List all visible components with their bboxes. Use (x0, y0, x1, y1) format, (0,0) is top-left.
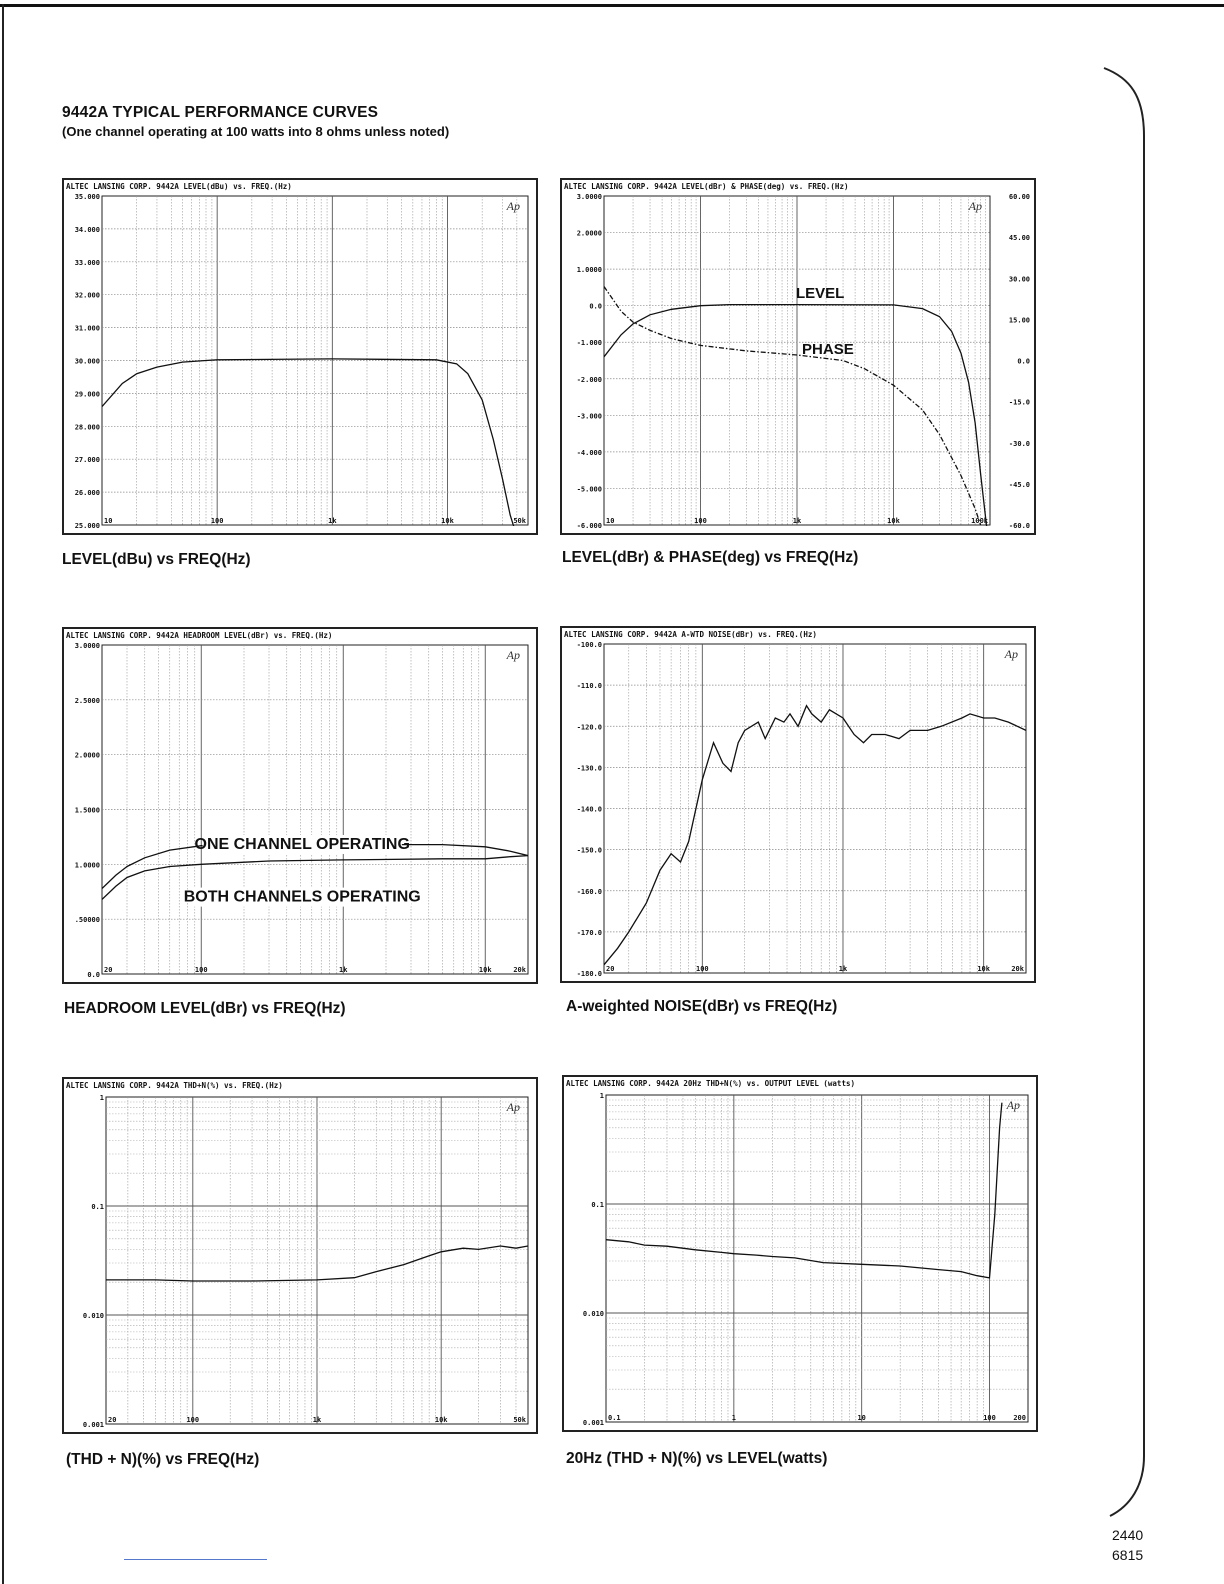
y-tick-label: -5.000 (576, 485, 602, 494)
y-tick-label: 0.001 (82, 1421, 104, 1429)
left-border-line (2, 4, 4, 1584)
series-annotation: PHASE (802, 340, 854, 358)
y2-tick-label: -45.0 (1008, 480, 1030, 489)
x-tick-label: 1k (312, 1416, 322, 1424)
x-tick-label: 20k (513, 966, 526, 974)
x-tick-label: 10 (857, 1414, 866, 1422)
x-gridlines (128, 1097, 516, 1424)
x-tick-label: 10k (441, 517, 454, 525)
chart-thd-vs-freq (62, 1077, 538, 1434)
x-tick-label: 1k (792, 517, 802, 525)
x-gridlines (644, 1095, 989, 1422)
y-tick-label: -2.000 (576, 375, 602, 384)
chart-header: ALTEC LANSING CORP. 9442A LEVEL(dBr) & PHASE(deg) vs. FREQ.(Hz) (564, 182, 849, 191)
chart-level-phase-vs-freq (560, 178, 1036, 535)
x-tick-label: 100 (194, 966, 208, 974)
footer-rule (124, 1559, 267, 1560)
series-annotation: BOTH CHANNELS OPERATING (183, 888, 421, 906)
x-tick-label: 1k (339, 966, 348, 974)
y-tick-label: 1.0000 (74, 861, 100, 870)
y-tick-label: -120.0 (576, 723, 602, 732)
y-tick-label: 2.5000 (74, 696, 100, 705)
y-tick-label: 34.000 (74, 225, 100, 234)
page-subtitle: (One channel operating at 100 watts into 8 ohms unless noted) (62, 124, 450, 139)
x-tick-label: 100 (210, 517, 224, 525)
margin-bracket (1100, 66, 1150, 1526)
series-annotation: LEVEL (795, 284, 845, 302)
y-tick-label: 26.000 (74, 489, 100, 498)
y-tick-label: 28.000 (74, 423, 100, 432)
chart-svg (564, 1077, 1036, 1430)
chart-header: ALTEC LANSING CORP. 9442A 20Hz THD+N(%) vs. OUTPUT LEVEL (watts) (566, 1079, 855, 1088)
x-tick-label: 10k (887, 517, 900, 525)
page-number: 6815 (1112, 1547, 1144, 1563)
y-tick-label: 3.0000 (576, 193, 602, 201)
y-tick-label: 3.0000 (74, 642, 100, 650)
x-tick-label: 20 (606, 965, 615, 973)
y-gridlines (102, 700, 528, 919)
y-tick-label: 0.0 (589, 302, 602, 311)
x-tick-label: 1 (731, 1414, 736, 1422)
ap-logo: Ap (506, 1100, 520, 1114)
y-tick-label: 0.010 (582, 1310, 604, 1318)
x-tick-label: 20k (1011, 965, 1024, 973)
y-tick-label: 35.000 (74, 193, 100, 201)
chart-header: ALTEC LANSING CORP. 9442A HEADROOM LEVEL(dBr) vs. FREQ.(Hz) (66, 631, 333, 640)
series-annotation: ONE CHANNEL OPERATING (194, 835, 410, 853)
y-gridlines (604, 685, 1026, 932)
y-tick-label: 1.5000 (74, 806, 100, 815)
chart-svg (562, 180, 1034, 533)
y-tick-label: 2.0000 (576, 229, 602, 238)
chart-svg (562, 628, 1034, 981)
y2-tick-label: 0.0 (1017, 357, 1030, 366)
y2-tick-label: -15.0 (1008, 398, 1030, 407)
y-tick-label: -100.0 (576, 641, 602, 649)
y-gridlines (102, 229, 528, 492)
y-tick-label: -140.0 (576, 805, 602, 814)
y-tick-label: -180.0 (576, 970, 602, 978)
y-tick-label: -150.0 (576, 846, 602, 855)
ap-logo: Ap (1006, 1098, 1020, 1112)
x-tick-label: 10 (104, 517, 113, 525)
chart-level-vs-freq (62, 178, 538, 535)
x-tick-label: 100 (983, 1414, 996, 1422)
y-tick-label: 0.0 (87, 971, 100, 979)
x-tick-label: 1k (838, 965, 848, 973)
y-tick-label: -6.000 (576, 522, 602, 530)
x-tick-label: 50k (513, 517, 526, 525)
y2-tick-label: -30.0 (1008, 439, 1030, 448)
y-tick-label: -160.0 (576, 887, 602, 896)
y2-tick-label: 60.00 (1008, 193, 1030, 201)
y2-tick-label: 30.00 (1008, 275, 1030, 284)
y-gridlines (606, 1100, 1028, 1389)
y-tick-label: 33.000 (74, 258, 100, 267)
x-tick-label: 10k (478, 966, 492, 974)
chart-caption: (THD + N)(%) vs FREQ(Hz) (66, 1451, 260, 1468)
y-tick-label: -3.000 (576, 412, 602, 421)
chart-noise-vs-freq (560, 626, 1036, 983)
y-tick-label: 0.1 (591, 1201, 604, 1209)
y-tick-label: 32.000 (74, 291, 100, 300)
chart-svg (64, 1079, 536, 1432)
series-line (102, 359, 514, 528)
ap-logo: Ap (1004, 647, 1018, 661)
chart-svg (64, 180, 536, 533)
plot-frame (606, 1095, 1028, 1422)
ap-logo: Ap (968, 199, 982, 213)
y-tick-label: 0.1 (91, 1203, 104, 1211)
y-tick-label: 0.001 (582, 1419, 604, 1427)
x-tick-label: 10 (606, 517, 615, 525)
y-tick-label: 1 (99, 1094, 104, 1102)
y-tick-label: 0.010 (82, 1312, 104, 1320)
x-tick-label: 50k (513, 1416, 526, 1424)
y-tick-label: -4.000 (576, 448, 602, 457)
y-tick-label: -110.0 (576, 682, 602, 691)
y2-tick-label: 15.00 (1008, 316, 1030, 325)
y-tick-label: 30.000 (74, 357, 100, 366)
ap-logo: Ap (506, 648, 520, 662)
chart-header: ALTEC LANSING CORP. 9442A THD+N(%) vs. FREQ.(Hz) (66, 1081, 283, 1090)
x-tick-label: 0.1 (608, 1414, 621, 1422)
chart-header: ALTEC LANSING CORP. 9442A LEVEL(dBu) vs. FREQ.(Hz) (66, 182, 292, 191)
x-gridlines (633, 196, 986, 525)
page-title: 9442A TYPICAL PERFORMANCE CURVES (62, 104, 379, 121)
x-tick-label: 20 (104, 966, 113, 974)
chart-header: ALTEC LANSING CORP. 9442A A-WTD NOISE(dBr) vs. FREQ.(Hz) (564, 630, 817, 639)
y-tick-label: .50000 (74, 916, 100, 925)
x-tick-label: 10k (977, 965, 990, 973)
ap-logo: Ap (506, 199, 520, 213)
chart-caption: HEADROOM LEVEL(dBr) vs FREQ(Hz) (64, 1000, 346, 1017)
y-tick-label: -130.0 (576, 764, 602, 773)
x-tick-label: 100 (695, 965, 709, 973)
y-tick-label: -170.0 (576, 928, 602, 937)
chart-caption: LEVEL(dBu) vs FREQ(Hz) (62, 551, 251, 568)
chart-caption: 20Hz (THD + N)(%) vs LEVEL(watts) (566, 1450, 828, 1467)
y2-tick-label: -60.0 (1008, 522, 1030, 530)
chart-caption: A-weighted NOISE(dBr) vs FREQ(Hz) (566, 998, 838, 1015)
y-tick-label: 31.000 (74, 324, 100, 333)
x-tick-label: 100 (694, 517, 707, 525)
y-tick-label: 1.0000 (576, 266, 602, 275)
y2-tick-label: 45.00 (1008, 234, 1030, 243)
chart-caption: LEVEL(dBr) & PHASE(deg) vs FREQ(Hz) (562, 549, 859, 566)
y-tick-label: 27.000 (74, 456, 100, 465)
y-tick-label: 1 (599, 1092, 604, 1100)
chart-thd-vs-level (562, 1075, 1038, 1432)
top-border-line (0, 4, 1224, 7)
y-tick-label: 2.0000 (74, 751, 100, 760)
x-tick-label: 1k (328, 517, 337, 525)
x-tick-label: 100k (971, 517, 988, 525)
chart-svg (64, 629, 536, 982)
x-tick-label: 10k (434, 1416, 448, 1424)
series-line (604, 706, 1026, 965)
chart-headroom-vs-freq (62, 627, 538, 984)
series-line (606, 1103, 1002, 1278)
x-tick-label: 100 (186, 1416, 200, 1424)
y-tick-label: -1.000 (576, 339, 602, 348)
y-tick-label: 25.000 (74, 522, 100, 530)
page-number: 2440 (1112, 1527, 1144, 1543)
y-tick-label: 29.000 (74, 390, 100, 399)
x-tick-label: 200 (1013, 1414, 1026, 1422)
x-tick-label: 20 (108, 1416, 117, 1424)
